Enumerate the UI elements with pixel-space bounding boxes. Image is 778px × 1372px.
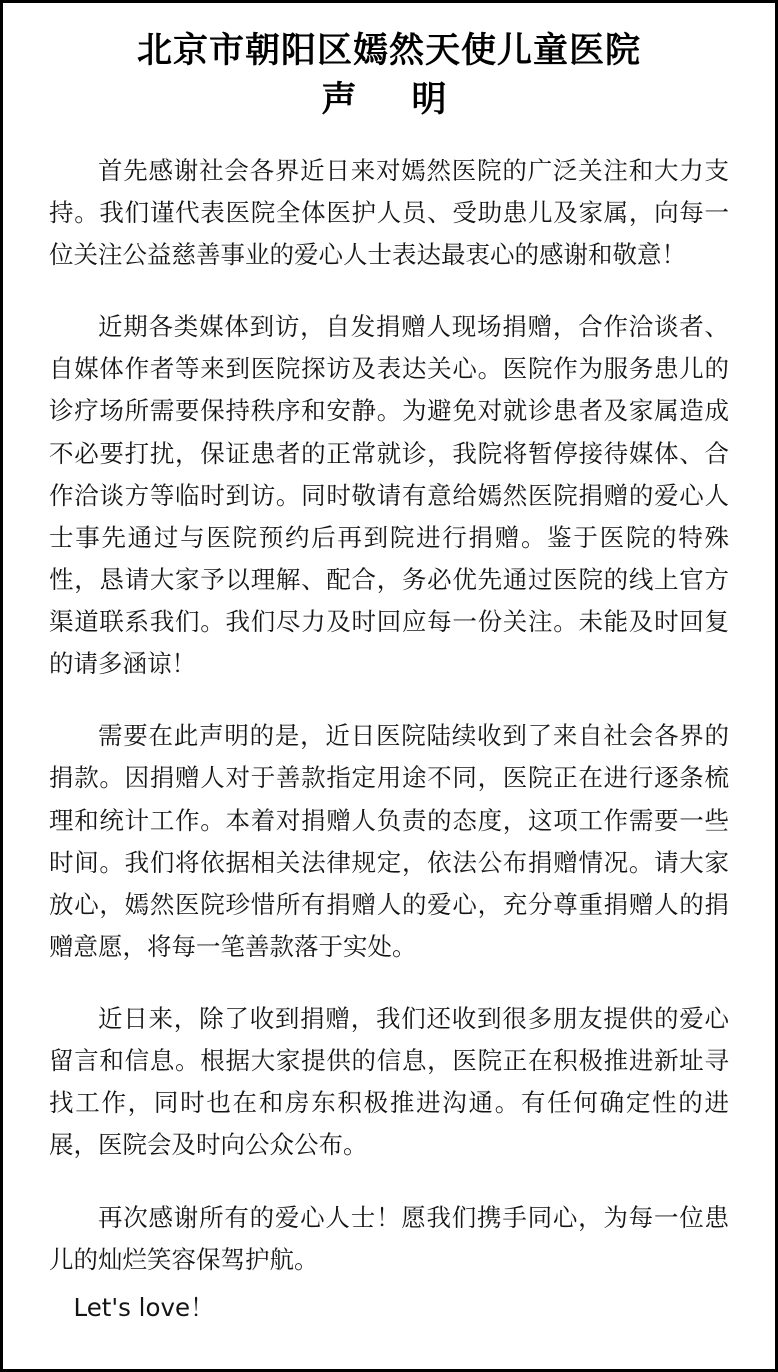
paragraph-2: 近期各类媒体到访，自发捐赠人现场捐赠，合作洽谈者、自媒体作者等来到医院探访及表达关心。医院作为服务患儿的诊疗场所需要保持秩序和安静。为避免对就诊患者及家属造成不必要打扰，保证患者的正常就诊，我院将暂停接待媒体、合作洽谈方等临时到访。同时敬请有意给嫣然医院捐赠的爱心人士事先通过与医院预约后再到院进行捐赠。鉴于医院的特殊性，恳请大家予以理解、配合，务必优先通过医院的线上官方渠道联系我们。我们尽力及时回应每一份关注。未能及时回复的请多涵谅！ bbox=[49, 312, 729, 679]
statement-body bbox=[49, 150, 729, 1329]
document-type-title: 声 明 bbox=[321, 79, 457, 120]
hospital-name-title: 北京市朝阳区嫣然天使儿童医院 bbox=[136, 31, 641, 71]
paragraph-1: 首先感谢社会各界近日来对嫣然医院的广泛关注和大力支持。我们谨代表医院全体医护人员、受助患儿及家属，向每一位关注公益慈善事业的爱心人士表达最衷心的感谢和敬意！ bbox=[49, 155, 729, 269]
paragraph-4: 近日来，除了收到捐赠，我们还收到很多朋友提供的爱心留言和信息。根据大家提供的信息，医院正在积极推进新址寻找工作，同时也在和房东积极推进沟通。有任何确定性的进展，医院会及时向公众公布。 bbox=[49, 1004, 729, 1160]
paragraph-5: 再次感谢所有的爱心人士！愿我们携手同心，为每一位患儿的灿烂笑容保驾护航。 bbox=[49, 1202, 729, 1274]
closing-line: Let's love！ bbox=[73, 1292, 215, 1322]
paragraph-3: 需要在此声明的是，近日医院陆续收到了来自社会各界的捐款。因捐赠人对于善款指定用途不同，医院正在进行逐条梳理和统计工作。本着对捐赠人负责的态度，这项工作需要一些时间。我们将依据相关法律规定，依法公布捐赠情况。请大家放心，嫣然医院珍惜所有捐赠人的爱心，充分尊重捐赠人的捐赠意愿，将每一笔善款落于实处。 bbox=[49, 721, 729, 961]
document-header bbox=[49, 29, 729, 124]
